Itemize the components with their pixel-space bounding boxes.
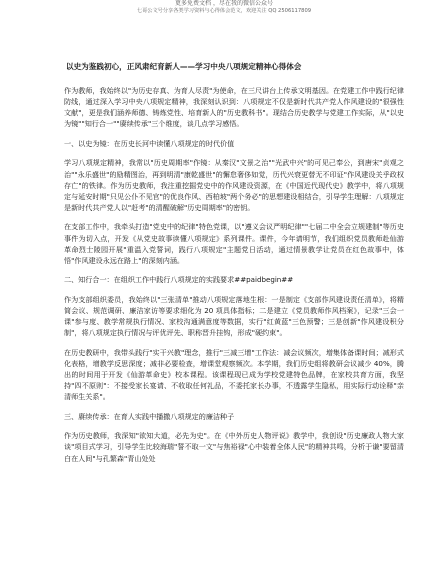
section-2-paragraph-1: 作为支部组织委员，我始终以"三张清单"推动八项规定落地生根：一是制定《支部作风建设责任清单》，将精简会议、规范调研、廉洁家访等要求细化为 20 项具体指标；二是建立《党员教师作风档案》，记录"三会一课"参与度、教学常规执行情况、家校沟通满意度等数据，实行"红黄蓝"三色预警；三是创新"作风建设积分制"，将八项规定执行情况与评优评先、职称晋升挂钩，形成"硬约束"。	[64, 294, 404, 338]
section-2-heading: 二、知行合一：在组织工作中践行八项规定的实践要求##paidbegin##	[64, 275, 294, 285]
section-1-paragraph-1: 学习八项规定精神，我常以"历史周期率"作镜：从秦汉"文景之治""光武中兴"的可见己奉公，到唐宋"贞观之治""永乐盛世"的励精图治，再到明清"康乾盛世"的懈怠奢侈如觉，历代兴衰更替无不印证"作风建设关乎政权存亡"的铁律。作为历史教师，我注重挖掘党史中的作风建设资源，在《中国近代现代史》教学中，将八项规定与延安时期"只见公仆不见官"的优良作风、西柏坡"两个务必"的思想建设相结合，引导学生理解：八项规定是新时代共产党人以"赶考"的清醒破解"历史周期率"的密钥。	[64, 158, 404, 212]
section-1-paragraph-2: 在支部工作中，我牵头打造"党史中的纪律"特色党课，以"遵义会议严明纪律""七届二中全会立规建制"等历史事件为切入点，开发《从党史故事读懂八项规定》系列课件。课件，今年请明节，我们组织党员教师赴仙游革命烈士陵园开展"重温入党誓词，践行八项规定"主题党日活动，通过情景教学让党员在红色故事中，体悟"作风建设永远在路上"的深刻内涵。	[64, 222, 404, 265]
section-3-paragraph-1: 作为历史教师，我深知"欲知大道，必先为史"。在《中外历史人物评说》教学中，我创设"历史廉政人物大家谈"项目式学习，引导学生比较海瑞"誓不取一文"与焦裕禄"心中装着全体人民"的精神共鸣，分析于谦"要留清白在人间"与孔繁森"青山处处	[64, 431, 404, 463]
page-header	[0, 0, 448, 24]
header-line-2: 七哥公文号分享各类学习资料与心得体会范文，欢迎关注 QQ 2506117809	[136, 8, 312, 14]
header-line-1: 更多免费文档 ，尽在我的微信公众号	[175, 0, 273, 7]
section-3-heading: 三、赓续传承：在育人实践中播撒八项规定的廉洁种子	[64, 411, 235, 421]
section-1-heading: 一、以史为镜：在历史长河中读懂八项规定的时代价值	[64, 138, 235, 148]
section-2-paragraph-2: 在历史教研中，我带头践行"实干兴教"理念，推行"三减三增"工作法：减会议频次，增集体备课时间；减形式化表格，增教学反思深度；减非必要检查，增课堂观察频次。本学期，我们历史组将教研会议减少 40%，腾出的时间用于开发《仙游革命史》校本课程。该课程现已成为学校党建特色品牌，在家校共育方面，我坚持"四不原则"：不接受家长宴请、不收取任何礼品，不委托家长办事，不透露学生隐私，用实际行动诠释"亲清师生关系"。	[64, 347, 404, 402]
document-body	[64, 62, 404, 472]
intro-paragraph: 作为教师，我始终以"为历史存真、为育人尽责"为使命，在三尺讲台上传承文明基因。在党建工作中践行纪律防线，通过深入学习中央八项规定精神，我深刻认识到：八项规定不仅是新时代共产党人作风建设的"很强性文献"，更是我们涵养师德、铸炼党性、培育新人的"历史教科书"。现结合历史教学与党建工作实际，从"以史为镜""知行合一""赓续传承"三个维度，谈几点学习感悟。	[64, 86, 404, 129]
document-title: 以史为鉴践初心，正风肃纪育新人——学习中央八项规定精神心得体会	[66, 62, 302, 71]
